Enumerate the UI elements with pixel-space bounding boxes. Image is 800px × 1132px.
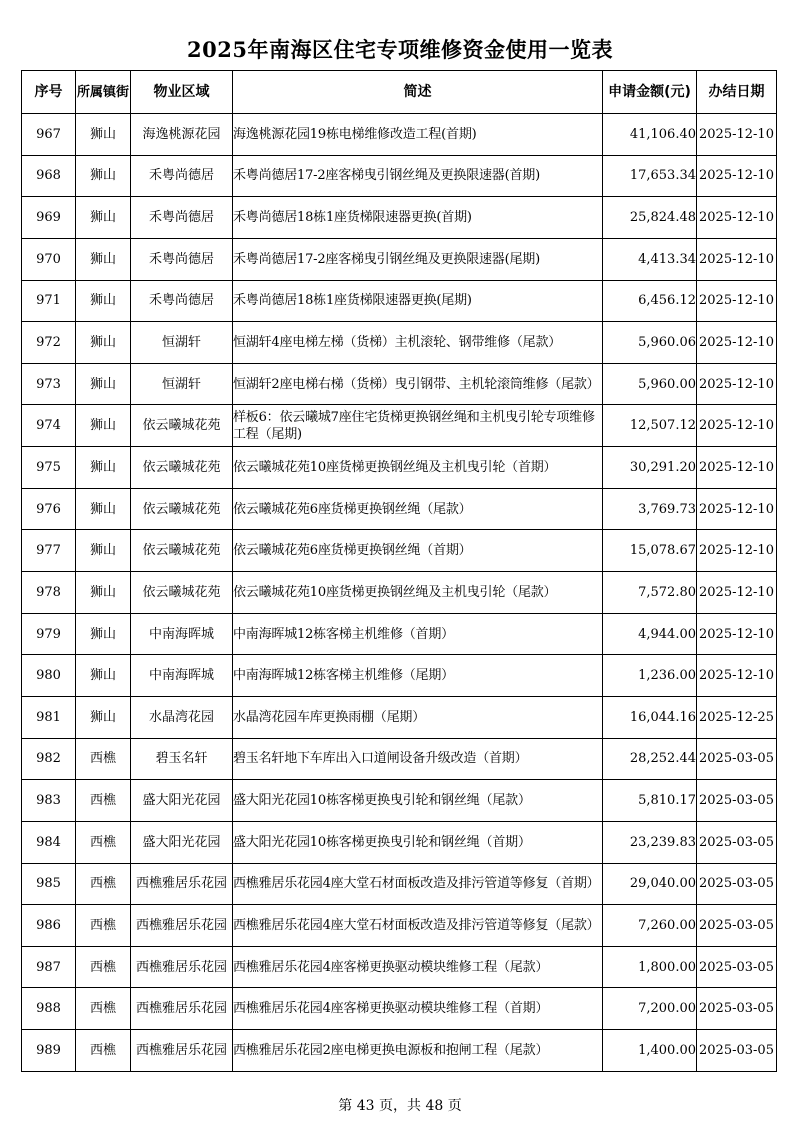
table-row	[22, 197, 777, 239]
row-area: 依云曦城花苑	[131, 530, 233, 572]
row-area: 中南海晖城	[131, 613, 233, 655]
row-description: 禾粤尚德居17-2座客梯曳引钢丝绳及更换限速器(首期)	[233, 155, 603, 197]
row-number: 979	[22, 613, 76, 655]
row-date: 2025-03-05	[697, 946, 777, 988]
row-amount: 7,572.80	[603, 572, 697, 614]
row-amount: 6,456.12	[603, 280, 697, 322]
row-description: 盛大阳光花园10栋客梯更换曳引轮和钢丝绳（首期）	[233, 821, 603, 863]
row-town: 西樵	[76, 780, 131, 822]
row-town: 狮山	[76, 488, 131, 530]
row-number: 982	[22, 738, 76, 780]
row-town: 狮山	[76, 572, 131, 614]
row-date: 2025-12-10	[697, 488, 777, 530]
table-header-row	[22, 71, 777, 114]
row-date: 2025-03-05	[697, 738, 777, 780]
table-row	[22, 322, 777, 364]
row-date: 2025-12-10	[697, 613, 777, 655]
row-date: 2025-12-10	[697, 363, 777, 405]
row-amount: 15,078.67	[603, 530, 697, 572]
row-area: 西樵雅居乐花园	[131, 946, 233, 988]
row-number: 971	[22, 280, 76, 322]
row-amount: 5,810.17	[603, 780, 697, 822]
row-date: 2025-12-10	[697, 447, 777, 489]
row-description: 海逸桃源花园19栋电梯维修改造工程(首期)	[233, 114, 603, 156]
row-amount: 30,291.20	[603, 447, 697, 489]
row-description: 禾粤尚德居18栋1座货梯限速器更换(尾期)	[233, 280, 603, 322]
row-number: 985	[22, 863, 76, 905]
row-description: 水晶湾花园车库更换雨棚（尾期）	[233, 696, 603, 738]
row-town: 狮山	[76, 155, 131, 197]
row-description: 西樵雅居乐花园4座大堂石材面板改造及排污管道等修复（首期）	[233, 863, 603, 905]
row-area: 西樵雅居乐花园	[131, 863, 233, 905]
row-amount: 5,960.00	[603, 363, 697, 405]
table-row	[22, 280, 777, 322]
row-description: 依云曦城花苑6座货梯更换钢丝绳（尾款）	[233, 488, 603, 530]
row-area: 水晶湾花园	[131, 696, 233, 738]
row-amount: 3,769.73	[603, 488, 697, 530]
row-number: 989	[22, 1030, 76, 1072]
row-description: 中南海晖城12栋客梯主机维修（尾期）	[233, 655, 603, 697]
col-header-area: 物业区域	[131, 71, 233, 114]
row-area: 禾粤尚德居	[131, 155, 233, 197]
row-area: 依云曦城花苑	[131, 447, 233, 489]
row-town: 狮山	[76, 322, 131, 364]
row-description: 碧玉名轩地下车库出入口道闸设备升级改造（首期）	[233, 738, 603, 780]
row-description: 依云曦城花苑10座货梯更换钢丝绳及主机曳引轮（尾款）	[233, 572, 603, 614]
row-description: 恒湖轩4座电梯左梯（货梯）主机滚轮、钢带维修（尾款）	[233, 322, 603, 364]
row-number: 977	[22, 530, 76, 572]
table-row	[22, 238, 777, 280]
row-description: 样板6：依云曦城7座住宅货梯更换钢丝绳和主机曳引轮专项维修工程（尾期)	[233, 405, 603, 447]
table-row	[22, 821, 777, 863]
table-row	[22, 155, 777, 197]
row-date: 2025-12-10	[697, 530, 777, 572]
row-number: 973	[22, 363, 76, 405]
row-town: 西樵	[76, 946, 131, 988]
row-amount: 4,413.34	[603, 238, 697, 280]
row-number: 974	[22, 405, 76, 447]
row-area: 西樵雅居乐花园	[131, 1030, 233, 1072]
row-town: 西樵	[76, 738, 131, 780]
row-town: 狮山	[76, 280, 131, 322]
row-area: 盛大阳光花园	[131, 821, 233, 863]
row-area: 依云曦城花苑	[131, 572, 233, 614]
row-amount: 5,960.06	[603, 322, 697, 364]
row-number: 968	[22, 155, 76, 197]
row-town: 狮山	[76, 530, 131, 572]
row-description: 禾粤尚德居18栋1座货梯限速器更换(首期)	[233, 197, 603, 239]
col-header-amount: 申请金额(元)	[603, 71, 697, 114]
col-header-date: 办结日期	[697, 71, 777, 114]
col-header-town: 所属镇街	[76, 71, 131, 114]
row-description: 西樵雅居乐花园4座客梯更换驱动模块维修工程（尾款）	[233, 946, 603, 988]
row-date: 2025-12-10	[697, 322, 777, 364]
row-date: 2025-03-05	[697, 863, 777, 905]
row-description: 禾粤尚德居17-2座客梯曳引钢丝绳及更换限速器(尾期)	[233, 238, 603, 280]
row-area: 海逸桃源花园	[131, 114, 233, 156]
col-header-no: 序号	[22, 71, 76, 114]
row-amount: 4,944.00	[603, 613, 697, 655]
row-amount: 16,044.16	[603, 696, 697, 738]
table-row	[22, 488, 777, 530]
table-row	[22, 780, 777, 822]
table-row	[22, 447, 777, 489]
row-date: 2025-12-10	[697, 405, 777, 447]
row-amount: 17,653.34	[603, 155, 697, 197]
row-date: 2025-12-10	[697, 655, 777, 697]
row-town: 狮山	[76, 363, 131, 405]
row-number: 967	[22, 114, 76, 156]
row-number: 983	[22, 780, 76, 822]
row-amount: 25,824.48	[603, 197, 697, 239]
row-description: 西樵雅居乐花园2座电梯更换电源板和抱闸工程（尾款）	[233, 1030, 603, 1072]
row-town: 西樵	[76, 821, 131, 863]
row-number: 988	[22, 988, 76, 1030]
table-body	[22, 114, 777, 1072]
table-row	[22, 905, 777, 947]
row-number: 975	[22, 447, 76, 489]
table-row	[22, 613, 777, 655]
row-town: 狮山	[76, 613, 131, 655]
row-number: 984	[22, 821, 76, 863]
row-date: 2025-12-10	[697, 238, 777, 280]
row-description: 西樵雅居乐花园4座客梯更换驱动模块维修工程（首期）	[233, 988, 603, 1030]
row-description: 盛大阳光花园10栋客梯更换曳引轮和钢丝绳（尾款）	[233, 780, 603, 822]
row-number: 972	[22, 322, 76, 364]
row-area: 西樵雅居乐花园	[131, 988, 233, 1030]
row-town: 西樵	[76, 905, 131, 947]
row-date: 2025-12-10	[697, 114, 777, 156]
row-area: 禾粤尚德居	[131, 197, 233, 239]
row-number: 969	[22, 197, 76, 239]
row-number: 970	[22, 238, 76, 280]
row-number: 987	[22, 946, 76, 988]
row-description: 西樵雅居乐花园4座大堂石材面板改造及排污管道等修复（尾款）	[233, 905, 603, 947]
row-amount: 7,260.00	[603, 905, 697, 947]
row-description: 依云曦城花苑6座货梯更换钢丝绳（首期）	[233, 530, 603, 572]
row-area: 禾粤尚德居	[131, 280, 233, 322]
row-town: 狮山	[76, 696, 131, 738]
row-date: 2025-12-10	[697, 197, 777, 239]
row-number: 981	[22, 696, 76, 738]
row-town: 狮山	[76, 405, 131, 447]
row-area: 依云曦城花苑	[131, 405, 233, 447]
row-area: 恒湖轩	[131, 322, 233, 364]
row-town: 西樵	[76, 1030, 131, 1072]
table-row	[22, 572, 777, 614]
row-town: 狮山	[76, 197, 131, 239]
row-amount: 12,507.12	[603, 405, 697, 447]
row-date: 2025-12-10	[697, 155, 777, 197]
row-area: 依云曦城花苑	[131, 488, 233, 530]
page-footer: 第 43 页，共 48 页	[338, 1098, 462, 1114]
row-town: 西樵	[76, 863, 131, 905]
table-row	[22, 363, 777, 405]
table-row	[22, 114, 777, 156]
row-area: 禾粤尚德居	[131, 238, 233, 280]
row-amount: 1,800.00	[603, 946, 697, 988]
col-header-desc: 简述	[233, 71, 603, 114]
row-amount: 1,400.00	[603, 1030, 697, 1072]
row-number: 986	[22, 905, 76, 947]
row-date: 2025-03-05	[697, 780, 777, 822]
row-amount: 41,106.40	[603, 114, 697, 156]
row-date: 2025-03-05	[697, 905, 777, 947]
table-row	[22, 738, 777, 780]
row-number: 980	[22, 655, 76, 697]
row-date: 2025-12-25	[697, 696, 777, 738]
row-amount: 28,252.44	[603, 738, 697, 780]
row-amount: 29,040.00	[603, 863, 697, 905]
row-area: 恒湖轩	[131, 363, 233, 405]
row-amount: 23,239.83	[603, 821, 697, 863]
funds-table	[21, 70, 777, 1072]
row-number: 976	[22, 488, 76, 530]
row-description: 恒湖轩2座电梯右梯（货梯）曳引钢带、主机轮滚筒维修（尾款）	[233, 363, 603, 405]
row-number: 978	[22, 572, 76, 614]
table-row	[22, 946, 777, 988]
row-area: 西樵雅居乐花园	[131, 905, 233, 947]
row-town: 狮山	[76, 114, 131, 156]
row-town: 西樵	[76, 988, 131, 1030]
table-row	[22, 530, 777, 572]
row-amount: 7,200.00	[603, 988, 697, 1030]
row-town: 狮山	[76, 447, 131, 489]
row-date: 2025-12-10	[697, 280, 777, 322]
row-town: 狮山	[76, 655, 131, 697]
row-date: 2025-12-10	[697, 572, 777, 614]
row-date: 2025-03-05	[697, 1030, 777, 1072]
row-amount: 1,236.00	[603, 655, 697, 697]
row-description: 中南海晖城12栋客梯主机维修（首期）	[233, 613, 603, 655]
table-row	[22, 696, 777, 738]
table-row	[22, 863, 777, 905]
table-row	[22, 655, 777, 697]
table-row	[22, 988, 777, 1030]
page-title: 2025年南海区住宅专项维修资金使用一览表	[187, 37, 613, 62]
row-description: 依云曦城花苑10座货梯更换钢丝绳及主机曳引轮（首期）	[233, 447, 603, 489]
table-row	[22, 1030, 777, 1072]
row-area: 盛大阳光花园	[131, 780, 233, 822]
row-town: 狮山	[76, 238, 131, 280]
row-date: 2025-03-05	[697, 821, 777, 863]
row-area: 碧玉名轩	[131, 738, 233, 780]
table-row	[22, 405, 777, 447]
row-area: 中南海晖城	[131, 655, 233, 697]
row-date: 2025-03-05	[697, 988, 777, 1030]
